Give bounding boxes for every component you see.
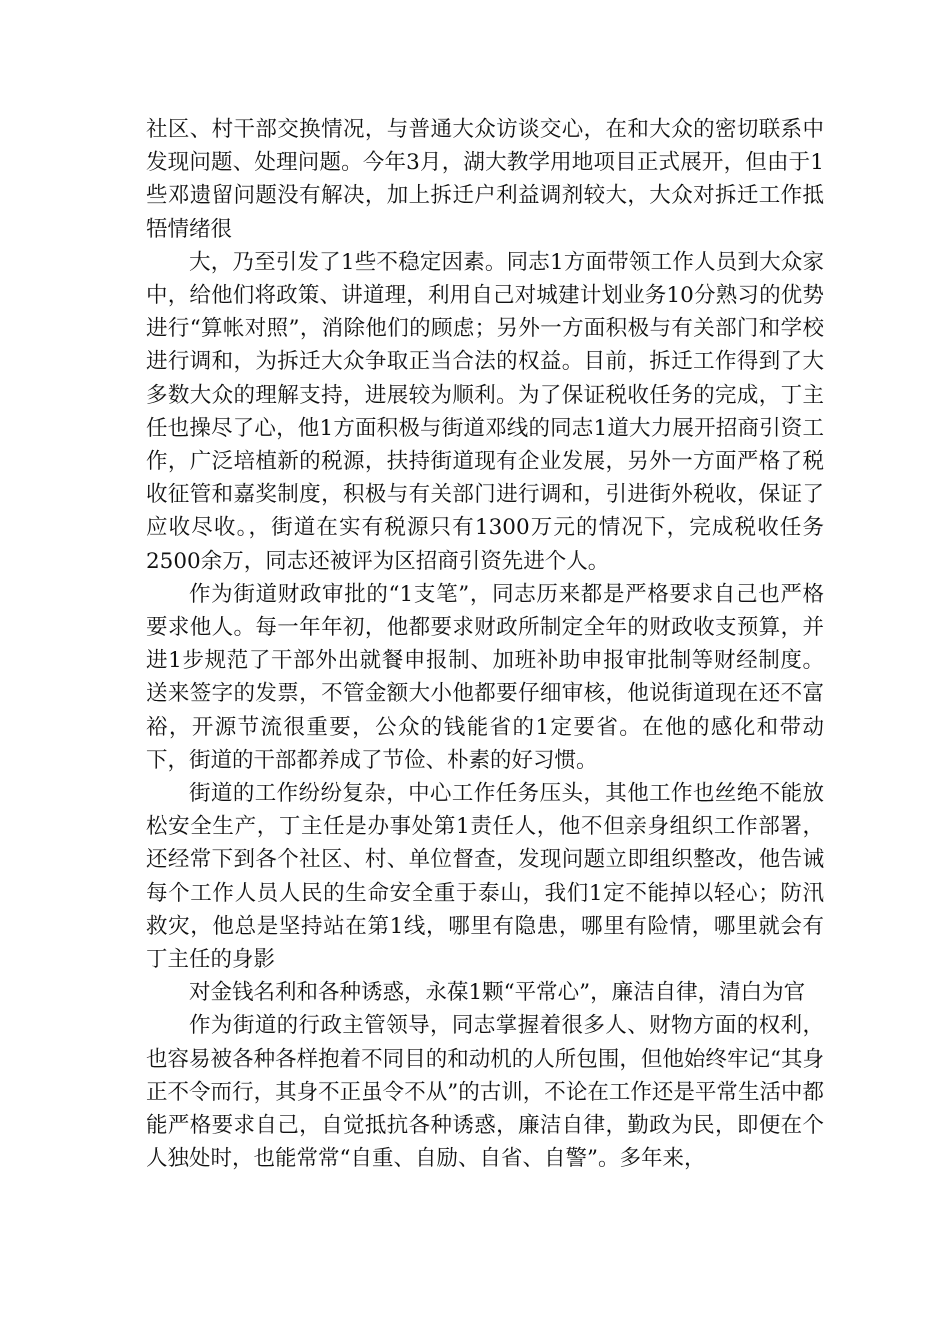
paragraph-5: 对金钱名利和各种诱惑，永葆1颗“平常心”，廉洁自律，清白为官 bbox=[189, 980, 806, 1006]
document-body bbox=[146, 113, 824, 1176]
paragraph-1: 社区、村干部交换情况，与普通大众访谈交心，在和大众的密切联系中发现问题、处理问题。今年3月，湖大教学用地项目正式展开，但由于1些邓遗留问题没有解决，加上拆迁户利益调剂较大，大众对拆迁工作抵牾情绪很 bbox=[146, 117, 824, 242]
paragraph-4: 街道的工作纷纷复杂，中心工作任务压头，其他工作也丝绝不能放松安全生产，丁主任是办事处第1责任人，他不但亲身组织工作部署，还经常下到各个社区、村、单位督查，发现问题立即组织整改，他告诫每个工作人员人民的生命安全重于泰山，我们1定不能掉以轻心；防汛救灾，他总是坚持站在第1线，哪里有隐患，哪里有险情，哪里就会有丁主任的身影 bbox=[146, 781, 824, 973]
paragraph-2: 大，乃至引发了1些不稳定因素。同志1方面带领工作人员到大众家中，给他们将政策、讲道理，利用自己对城建计划业务10分熟习的优势进行“算帐对照”，消除他们的顾虑；另外一方面积极与有关部门和学校进行调和，为拆迁大众争取正当合法的权益。目前，拆迁工作得到了大多数大众的理解支持，进展较为顺利。为了保证税收任务的完成，丁主任也操尽了心，他1方面积极与街道邓线的同志1道大力展开招商引资工作，广泛培植新的税源，扶持街道现有企业发展，另外一方面严格了税收征管和嘉奖制度，积极与有关部门进行调和，引进街外税收，保证了应收尽收。，街道在实有税源只有1300万元的情况下，完成税收任务2500余万，同志还被评为区招商引资先进个人。 bbox=[146, 249, 824, 574]
paragraph-6: 作为街道的行政主管领导，同志掌握着很多人、财物方面的权利，也容易被各种各样抱着不同目的和动机的人所包围，但他始终牢记“其身正不令而行，其身不正虽令不从”的古训，不论在工作还是平常生活中都能严格要求自己，自觉抵抗各种诱惑，廉洁自律，勤政为民，即便在个人独处时，也能常常“自重、自励、自省、自警”。多年来， bbox=[146, 1013, 824, 1172]
paragraph-3: 作为街道财政审批的“1支笔”，同志历来都是严格要求自己也严格要求他人。每一年年初，他都要求财政所制定全年的财政收支预算，并进1步规范了干部外出就餐申报制、加班补助申报审批制等财经制度。送来签字的发票，不管金额大小他都要仔细审核，他说街道现在还不富裕，开源节流很重要，公众的钱能省的1定要省。在他的感化和带动下，街道的干部都养成了节俭、朴素的好习惯。 bbox=[146, 581, 824, 773]
